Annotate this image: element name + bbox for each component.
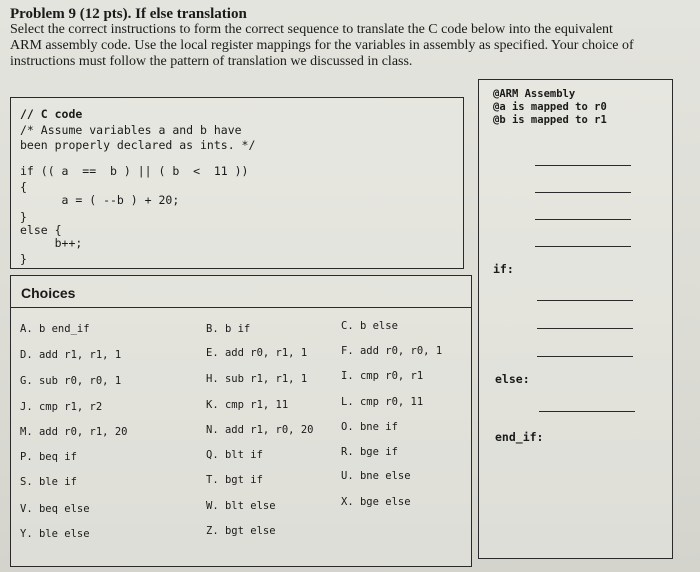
instruction-line: ARM assembly code. Use the local register mappings for the variables in assembly as specified. Your choice of <box>10 38 634 53</box>
choice-z: Z. bgt else <box>206 525 276 537</box>
choice-d: D. add r1, r1, 1 <box>20 349 122 361</box>
choice-p: P. beq if <box>20 451 77 463</box>
choice-r: R. bge if <box>341 446 398 458</box>
choice-e: E. add r0, r1, 1 <box>206 347 308 359</box>
answer-blank-4[interactable] <box>535 246 631 247</box>
choice-o: O. bne if <box>341 421 398 433</box>
choices-box <box>10 275 472 567</box>
code-line: /* Assume variables a and b have <box>20 123 242 137</box>
code-line: b++; <box>20 236 83 250</box>
if-label: if: <box>493 262 514 276</box>
problem-title: Problem 9 (12 pts). If else translation <box>10 6 247 22</box>
code-line: if (( a == b ) || ( b < 11 )) <box>20 164 249 178</box>
answer-blank-8[interactable] <box>539 411 635 412</box>
code-line: a = ( --b ) + 20; <box>20 193 180 207</box>
choice-f: F. add r0, r0, 1 <box>341 345 443 357</box>
choices-divider <box>11 307 471 308</box>
code-line: else { <box>20 223 62 237</box>
choice-u: U. bne else <box>341 470 411 482</box>
choice-i: I. cmp r0, r1 <box>341 370 424 382</box>
choice-h: H. sub r1, r1, 1 <box>206 373 308 385</box>
code-line: // C code <box>20 107 83 121</box>
asm-header-line: @a is mapped to r0 <box>493 101 607 113</box>
code-line: { <box>20 180 27 194</box>
choice-y: Y. ble else <box>20 528 90 540</box>
choice-s: S. ble if <box>20 476 77 488</box>
choice-q: Q. blt if <box>206 449 263 461</box>
choices-title: Choices <box>21 285 76 301</box>
instruction-line: instructions must follow the pattern of translation we discussed in class. <box>10 54 413 69</box>
choice-a: A. b end_if <box>20 323 90 335</box>
answer-blank-2[interactable] <box>535 192 631 193</box>
choice-l: L. cmp r0, 11 <box>341 396 424 408</box>
choice-k: K. cmp r1, 11 <box>206 399 289 411</box>
answer-blank-6[interactable] <box>537 328 633 329</box>
code-line: been properly declared as ints. */ <box>20 138 256 152</box>
asm-header-line: @b is mapped to r1 <box>493 114 607 126</box>
code-line: } <box>20 252 27 266</box>
choice-v: V. beq else <box>20 503 90 515</box>
choice-j: J. cmp r1, r2 <box>20 401 103 413</box>
asm-header-line: @ARM Assembly <box>493 88 576 100</box>
choice-g: G. sub r0, r0, 1 <box>20 375 122 387</box>
end-if-label: end_if: <box>495 430 544 444</box>
choice-w: W. blt else <box>206 500 276 512</box>
choice-b: B. b if <box>206 323 251 335</box>
answer-blank-1[interactable] <box>535 165 631 166</box>
arm-assembly-box <box>478 79 673 559</box>
c-code-box <box>10 97 464 269</box>
code-line: } <box>20 210 27 224</box>
problem-instructions <box>10 22 690 70</box>
else-label: else: <box>495 372 530 386</box>
choice-x: X. bge else <box>341 496 411 508</box>
answer-blank-3[interactable] <box>535 219 631 220</box>
choice-n: N. add r1, r0, 20 <box>206 424 314 436</box>
choice-t: T. bgt if <box>206 474 263 486</box>
answer-blank-5[interactable] <box>537 300 633 301</box>
instruction-line: Select the correct instructions to form the correct sequence to translate the C code below into the equivalent <box>10 22 613 37</box>
choice-m: M. add r0, r1, 20 <box>20 426 128 438</box>
choice-c: C. b else <box>341 320 398 332</box>
answer-blank-7[interactable] <box>537 356 633 357</box>
